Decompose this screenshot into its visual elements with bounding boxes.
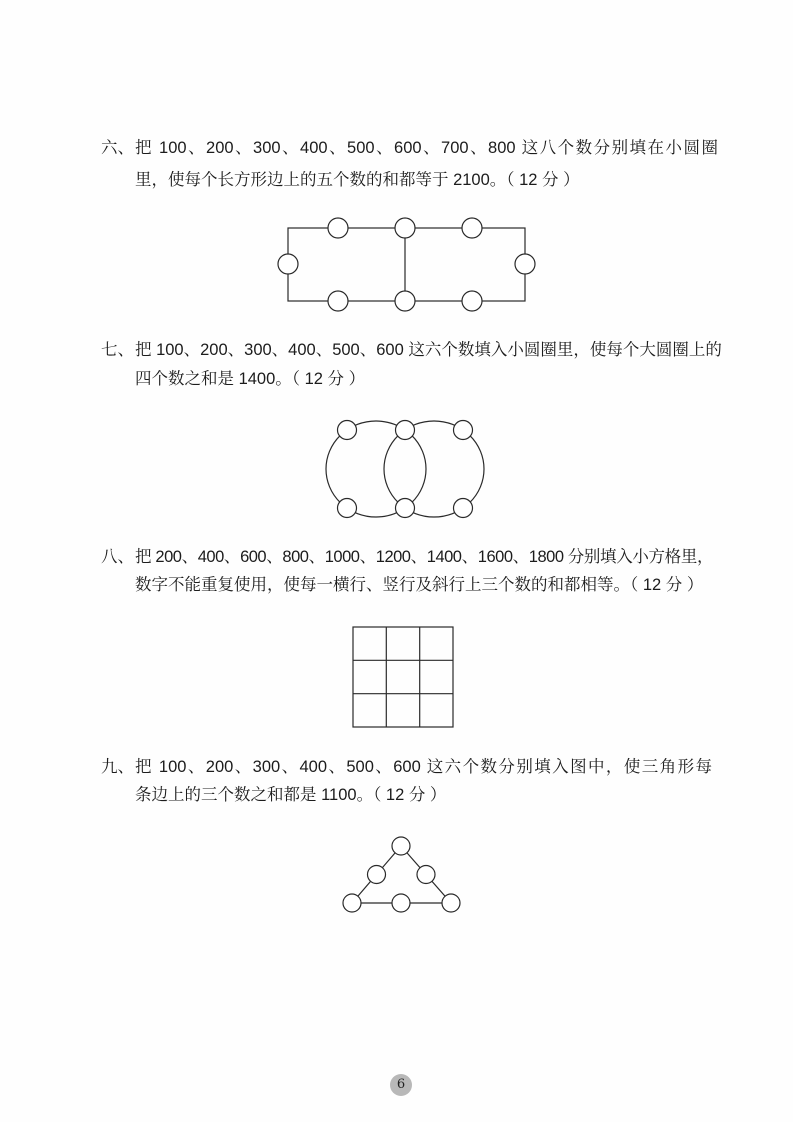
blank-circle (328, 218, 348, 238)
question-text-line-2: 里，使每个长方形边上的五个数的和都等于 2100。（ 12 分 ） (135, 171, 580, 189)
triangle-outline (352, 846, 451, 903)
figure-two-rectangles (278, 218, 535, 311)
question-number: 八、 (101, 548, 134, 566)
question-text-line-2: 四个数之和是 1400。（ 12 分 ） (135, 370, 366, 388)
question-text-line-1: 把 100、200、300、400、500、600 这六个数填入小圆圈里，使每个大圆圈上的 (135, 341, 722, 359)
question-number: 六、 (101, 139, 134, 157)
blank-circle (417, 866, 435, 884)
question-text-line-1: 把 100、200、300、400、500、600 这六个数分别填入图中，使三角形每 (135, 758, 712, 776)
blank-circle (395, 218, 415, 238)
question-text-line-2: 条边上的三个数之和都是 1100。（ 12 分 ） (135, 786, 447, 804)
page-number: 6 (390, 1074, 412, 1096)
blank-circle (338, 499, 357, 518)
blank-circle (396, 421, 415, 440)
figure-triangle (343, 837, 460, 912)
blank-circle (454, 421, 473, 440)
grid-border (353, 627, 453, 727)
blank-circle (343, 894, 361, 912)
question-text-line-1: 把 100、200、300、400、500、600、700、800 这八个数分别填在小圆圈 (135, 139, 718, 157)
blank-circle (368, 866, 386, 884)
blank-circle (396, 499, 415, 518)
blank-circle (338, 421, 357, 440)
blank-circle (328, 291, 348, 311)
outer-rectangle (288, 228, 525, 301)
big-circle-left (326, 421, 426, 517)
question-text-line-1: 把 200、400、600、800、1000、1200、1400、1600、1800 分别填入小方格里， (135, 548, 713, 566)
blank-circle (278, 254, 298, 274)
question-number: 七、 (101, 341, 134, 359)
blank-circle (462, 291, 482, 311)
blank-circle (392, 837, 410, 855)
figure-grid-3x3 (353, 627, 453, 727)
question-text-line-2: 数字不能重复使用，使每一横行、竖行及斜行上三个数的和都相等。（ 12 分 ） (135, 576, 704, 594)
blank-circle (442, 894, 460, 912)
blank-circle (515, 254, 535, 274)
figure-overlapping-circles (326, 421, 484, 518)
blank-circle (395, 291, 415, 311)
blank-circle (462, 218, 482, 238)
big-circle-right (384, 421, 484, 517)
question-number: 九、 (101, 758, 134, 776)
blank-circle (454, 499, 473, 518)
blank-circle (392, 894, 410, 912)
